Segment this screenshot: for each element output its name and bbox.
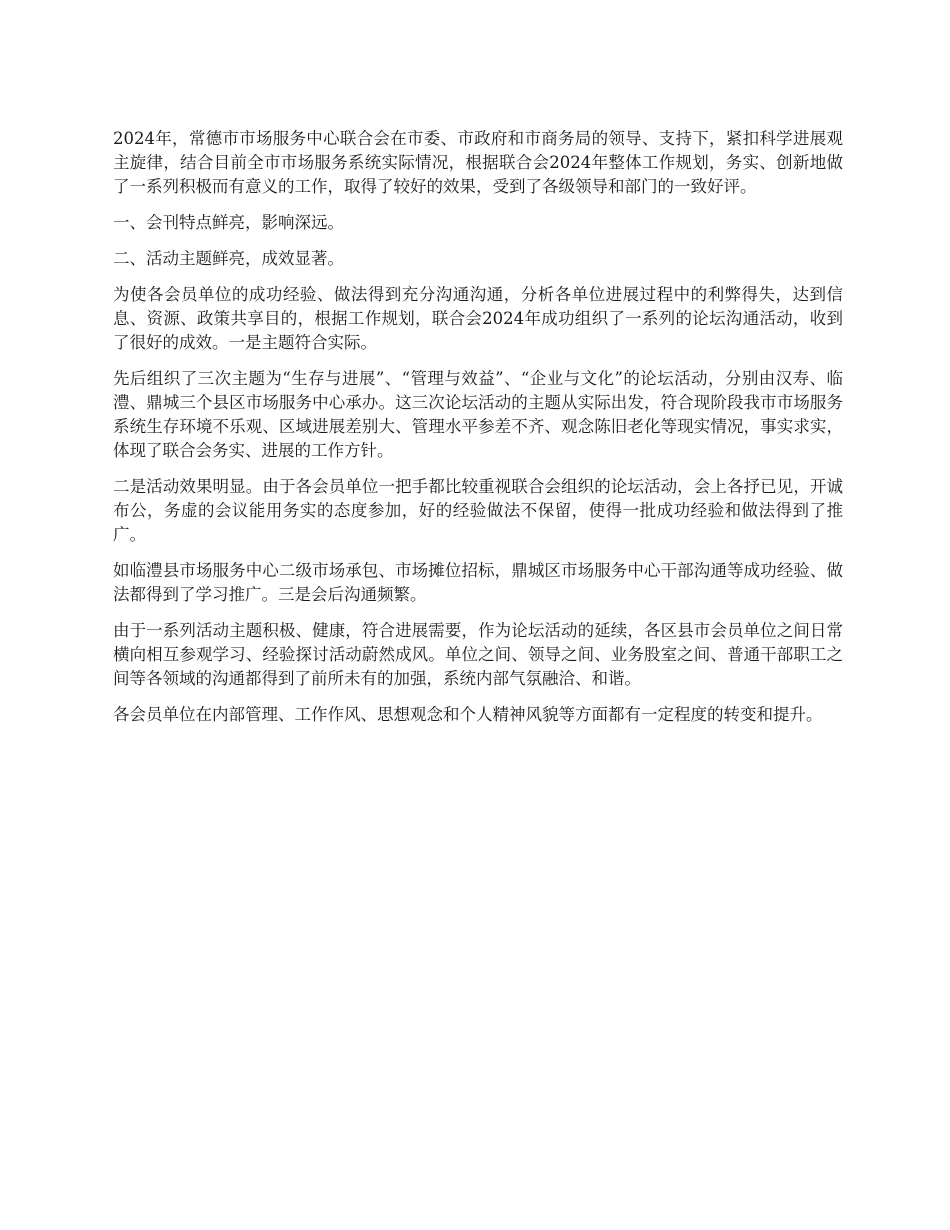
body-paragraph: 先后组织了三次主题为“生存与进展”、“管理与效益”、“企业与文化”的论坛活动，分别由汉寿、临澧、鼎城三个县区市场服务中心承办。这三次论坛活动的主题从实际出发，符合现阶段我市市场服务系统生存环境不乐观、区域进展差别大、管理水平参差不齐、观念陈旧老化等现实情况，事实求实，体现了联合会务实、进展的工作方针。	[113, 369, 843, 460]
body-paragraph: 如临澧县市场服务中心二级市场承包、市场摊位招标，鼎城区市场服务中心干部沟通等成功经验、做法都得到了学习推广。三是会后沟通频繁。	[113, 561, 843, 604]
body-paragraph: 二是活动效果明显。由于各会员单位一把手都比较重视联合会组织的论坛活动，会上各抒已见，开诚布公，务虚的会议能用务实的态度参加，好的经验做法不保留，使得一批成功经验和做法得到了推广。	[113, 477, 843, 544]
body-paragraph: 由于一系列活动主题积极、健康，符合进展需要，作为论坛活动的延续，各区县市会员单位之间日常横向相互参观学习、经验探讨活动蔚然成风。单位之间、领导之间、业务股室之间、普通干部职工之间等各领域的沟通都得到了前所未有的加强，系统内部气氛融洽、和谐。	[113, 621, 843, 688]
document-body	[113, 127, 843, 739]
section-heading-1: 一、会刊特点鲜亮，影响深远。	[113, 213, 344, 232]
section-heading-2: 二、活动主题鲜亮，成效显著。	[113, 249, 344, 268]
intro-paragraph: 2024年，常德市市场服务中心联合会在市委、市政府和市商务局的领导、支持下，紧扣科学进展观主旋律，结合目前全市市场服务系统实际情况，根据联合会2024年整体工作规划，务实、创新地做了一系列积极而有意义的工作，取得了较好的效果，受到了各级领导和部门的一致好评。	[113, 129, 843, 196]
body-paragraph: 为使各会员单位的成功经验、做法得到充分沟通沟通，分析各单位进展过程中的利弊得失，达到信息、资源、政策共享目的，根据工作规划，联合会2024年成功组织了一系列的论坛沟通活动，收到了很好的成效。一是主题符合实际。	[113, 285, 843, 352]
closing-paragraph: 各会员单位在内部管理、工作作风、思想观念和个人精神风貌等方面都有一定程度的转变和提升。	[113, 705, 823, 724]
